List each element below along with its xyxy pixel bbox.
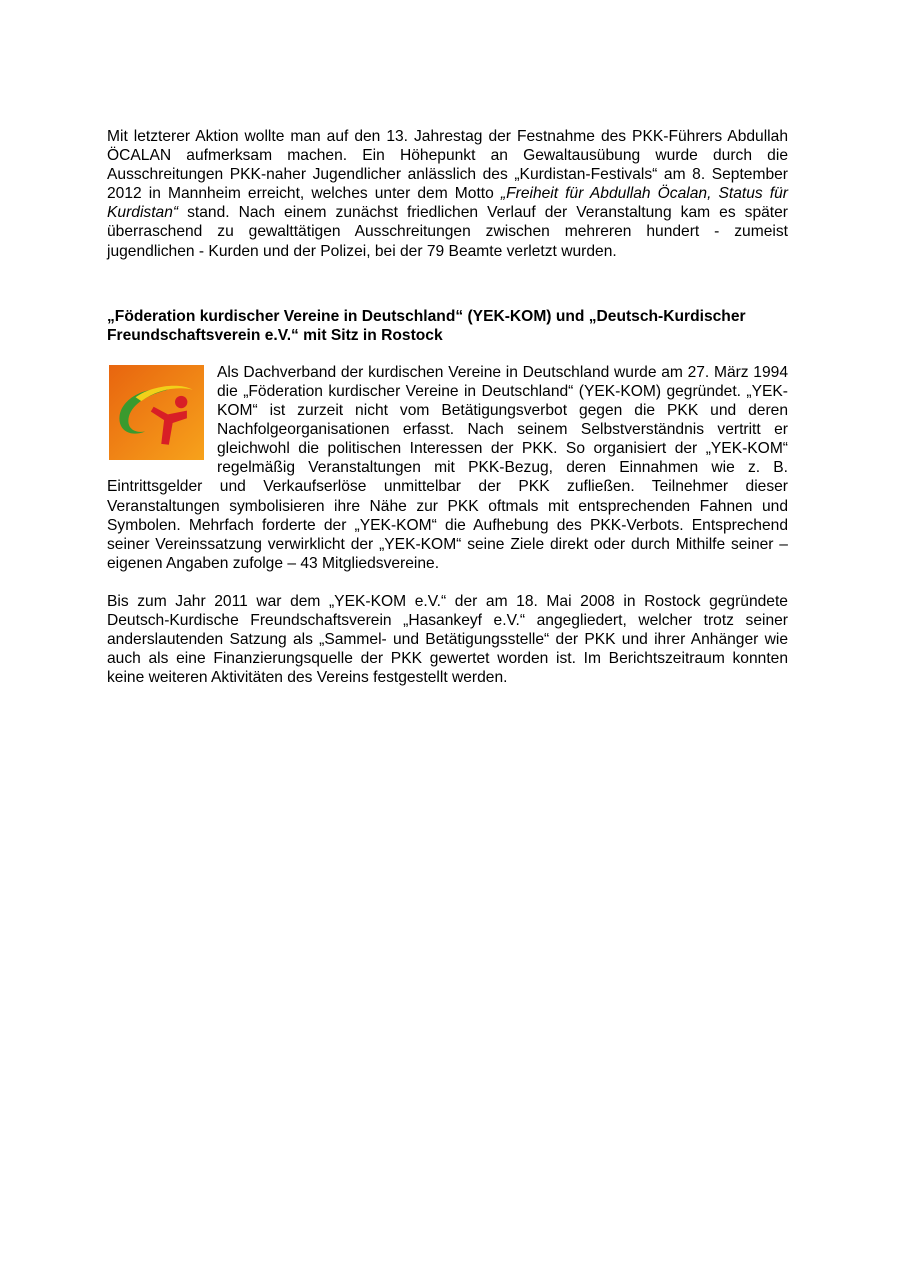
yek-kom-logo-icon bbox=[109, 365, 204, 460]
paragraph-hasankeyf: Bis zum Jahr 2011 war dem „YEK-KOM e.V.“ der am 18. Mai 2008 in Rostock gegründete Deutsch-Kurdische Freundschaftsverein „Hasankeyf e.V.“ angegliedert, welcher trotz seiner anderslautenden Satzung als „Sammel- und Betätigungsstelle“ der PKK und ihrer Anhänger wie auch als eine Finanzierungsquelle der PKK gewertet worden ist. Im Berichtszeitraum konnten keine weiteren Aktivitäten des Vereins festgestellt werden. bbox=[107, 592, 788, 687]
paragraph-text-part: Mit letzterer Aktion wollte man auf den 13. Jahrestag der Festnahme des PKK-Führers Abdullah ÖCALAN aufmerksam machen. Ein Höhepunkt an Gewaltausübung wurde durch die Ausschreitungen PKK-naher Jugendlicher anlässlich des „Kurdistan-Festivals“ am 8. September 2012 in Mannheim erreicht, welches unter dem Motto bbox=[107, 128, 788, 203]
motto-quote: „Freiheit für Abdullah Öcalan, Status für Kurdistan“ bbox=[107, 185, 789, 222]
document-page bbox=[107, 127, 788, 687]
section-heading: „Föderation kurdischer Vereine in Deutschland“ (YEK-KOM) und „Deutsch-Kurdischer Freundschaftsverein e.V.“ mit Sitz in Rostock bbox=[107, 307, 746, 344]
paragraph-yek-kom: Als Dachverband der kurdischen Vereine in Deutschland wurde am 27. März 1994 die „Föderation kurdischer Vereine in Deutschland“ (YEK-KOM) gegründet. „YEK-KOM“ ist zurzeit nicht vom Betätigungsverbot gegen die PKK und deren Nachfolgeorganisationen erfasst. Nach seinem Selbstverständnis vertritt er gleichwohl die politischen Interessen der PKK. So organisiert der „YEK-KOM“ regelmäßig Veranstaltungen mit PKK-Bezug, deren Einnahmen wie z. B. Eintrittsgelder und Verkaufserlöse unmittelbar der PKK zufließen. Teilnehmer dieser Veranstaltungen symbolisieren ihre Nähe zur PKK oftmals mit entsprechenden Fahnen und Symbolen. Mehrfach forderte der „YEK-KOM“ die Aufhebung des PKK-Verbots. Entsprechend seiner Vereinssatzung verwirklicht der „YEK-KOM“ seine Ziele direkt oder durch Mithilfe seiner – eigenen Angaben zufolge – 43 Mitgliedsvereine. bbox=[107, 363, 788, 572]
paragraph-text-part: stand. Nach einem zunächst friedlichen Verlauf der Veranstaltung kam es später überraschend zu gewalttätigen Ausschreitungen zwischen mehreren hundert - zumeist jugendlichen - Kurden und der Polizei, bei der 79 Beamte verletzt wurden. bbox=[107, 204, 788, 260]
paragraph-festival-riots bbox=[107, 127, 788, 261]
